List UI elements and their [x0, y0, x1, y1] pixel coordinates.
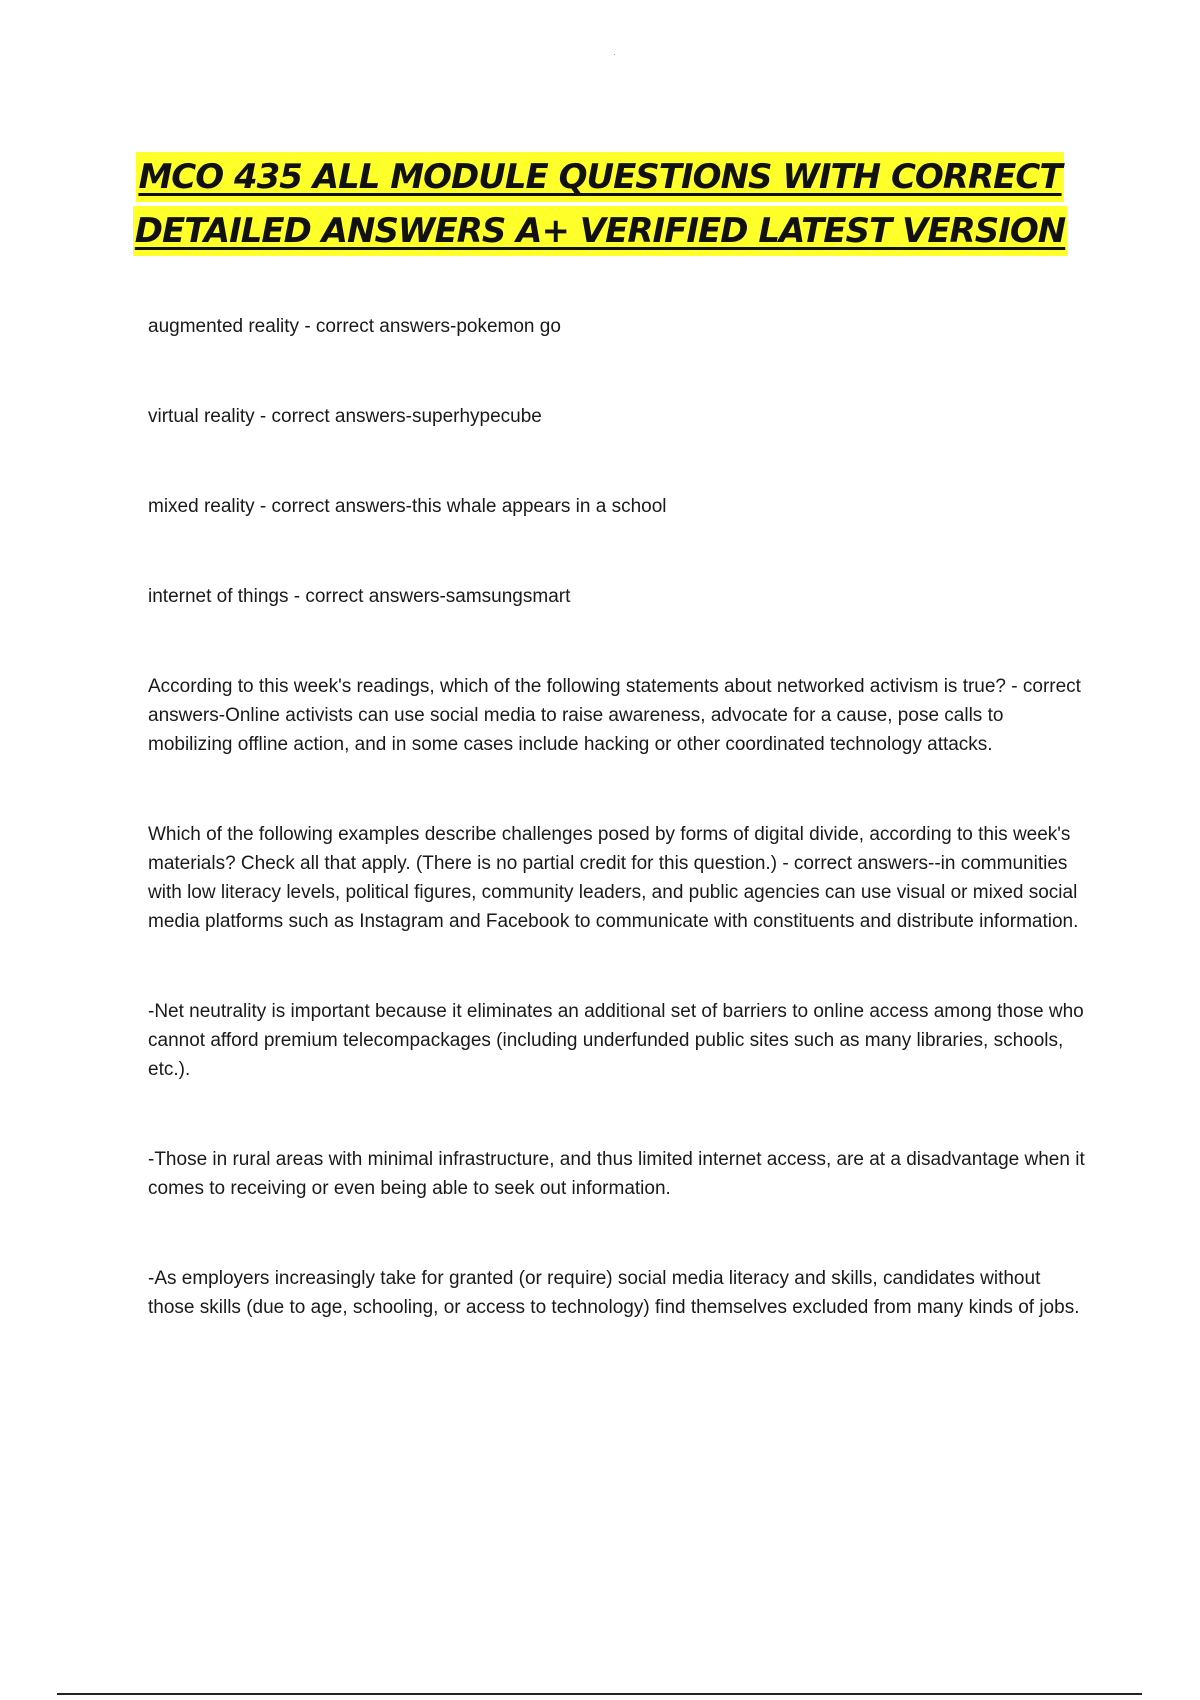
bottom-divider: [57, 1693, 1142, 1695]
document-body: [148, 312, 1088, 1322]
title-line-1: MCO 435 ALL MODULE QUESTIONS WITH CORRECT: [136, 152, 1063, 202]
qa-mixed-reality: mixed reality - correct answers-this whale appears in a school: [148, 496, 667, 517]
qa-digital-divide: Which of the following examples describe challenges posed by forms of digital divide, according to this week's materials? Check all that apply. (There is no partial credit for this question.) - correct answers--in communities with low literacy levels, political figures, community leaders, and public agencies can use visual or mixed social media platforms such as Instagram and Facebook to communicate with constituents and distribute information.: [148, 824, 1079, 932]
qa-internet-of-things: internet of things - correct answers-samsungsmart: [148, 586, 571, 607]
qa-networked-activism: According to this week's readings, which of the following statements about networked activism is true? - correct answers-Online activists can use social media to raise awareness, advocate for a cause, pose calls to mobilizing offline action, and in some cases include hacking or other coordinated technology attacks.: [148, 676, 1081, 755]
scan-dot: [614, 54, 615, 55]
answer-employers: -As employers increasingly take for granted (or require) social media literacy and skills, candidates without those skills (due to age, schooling, or access to technology) find themselves excluded from many kinds of jobs.: [148, 1268, 1080, 1318]
answer-net-neutrality: -Net neutrality is important because it eliminates an additional set of barriers to online access among those who cannot afford premium telecompackages (including underfunded public sites such as many libraries, schools, etc.).: [148, 1001, 1084, 1080]
answer-rural-areas: -Those in rural areas with minimal infrastructure, and thus limited internet access, are at a disadvantage when it comes to receiving or even being able to seek out information.: [148, 1149, 1085, 1199]
qa-augmented-reality: augmented reality - correct answers-pokemon go: [148, 316, 561, 337]
document-title: [0, 150, 1200, 258]
title-line-2: DETAILED ANSWERS A+ VERIFIED LATEST VERSION: [133, 206, 1067, 256]
qa-virtual-reality: virtual reality - correct answers-superhypecube: [148, 406, 542, 427]
